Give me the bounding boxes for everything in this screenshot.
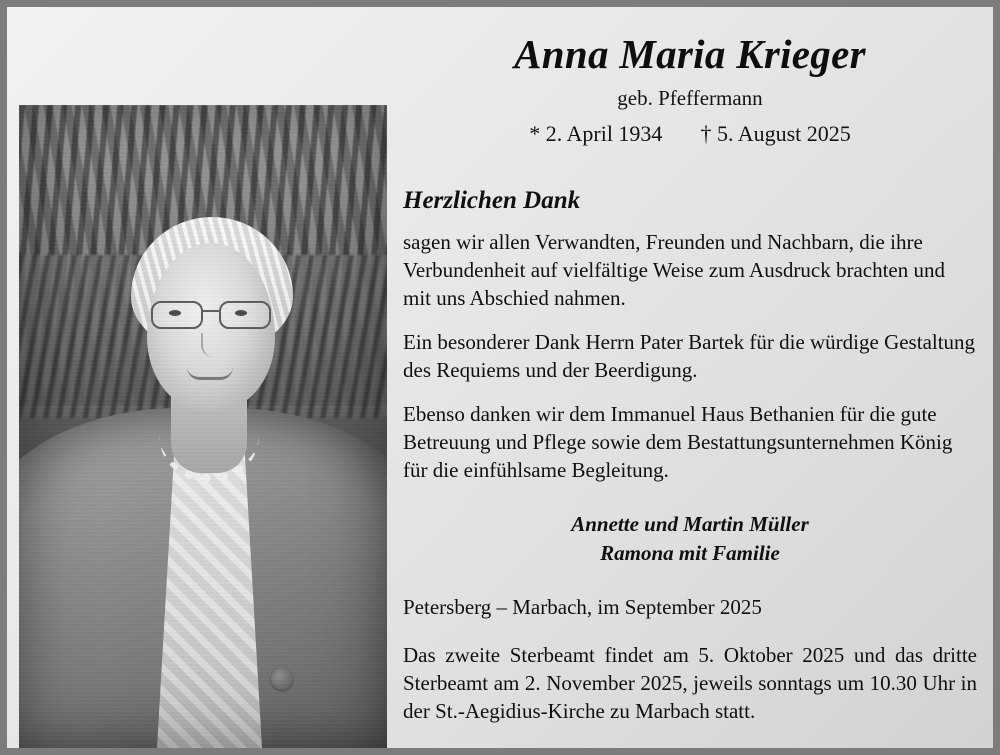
- photo-jacket-button: [271, 668, 293, 690]
- signers: [403, 510, 977, 567]
- service-announcement: Das zweite Sterbeamt findet am 5. Oktober 2025 und das dritte Sterbeamt am 2. November 2025, jeweils sonntags um 10.30 Uhr in der St.-Aegidius-Kirche zu Marbach statt.: [403, 643, 977, 723]
- signer-line-2: Ramona mit Familie: [600, 540, 780, 565]
- maiden-name: geb. Pfeffermann: [617, 86, 763, 111]
- deceased-name: Anna Maria Krieger: [514, 31, 866, 77]
- photo-nose: [201, 333, 223, 357]
- signer-line-1: Annette und Martin Müller: [571, 512, 809, 537]
- glasses-bridge: [201, 310, 221, 312]
- thanks-paragraph-3: Ebenso danken wir dem Immanuel Haus Bethanien für die gute Betreuung und Pflege sowie dem Bestattungsunternehmen König für die einfühlsame Begleitung.: [403, 401, 953, 482]
- death-date: † 5. August 2025: [700, 121, 851, 147]
- glasses-icon: [149, 301, 273, 327]
- life-dates: [403, 121, 977, 147]
- thanks-paragraph-1: sagen wir allen Verwandten, Freunden und Nachbarn, die ihre Verbundenheit auf vielfältige Weise zum Ausdruck brachten und mit uns Abschied nahmen.: [403, 230, 946, 310]
- place-and-date: Petersberg – Marbach, im September 2025: [403, 595, 762, 620]
- photo-eye-left: [169, 310, 181, 316]
- thanks-heading: Herzlichen Dank: [403, 187, 581, 215]
- birth-date: * 2. April 1934: [529, 121, 663, 147]
- portrait-photo: [19, 105, 387, 748]
- notice-text-column: [403, 33, 977, 726]
- photo-eye-right: [235, 310, 247, 316]
- photo-mouth: [187, 367, 233, 380]
- thanks-paragraph-2: Ein besonderer Dank Herrn Pater Bartek für die würdige Gestaltung des Requiems und der Beerdigung.: [403, 329, 976, 382]
